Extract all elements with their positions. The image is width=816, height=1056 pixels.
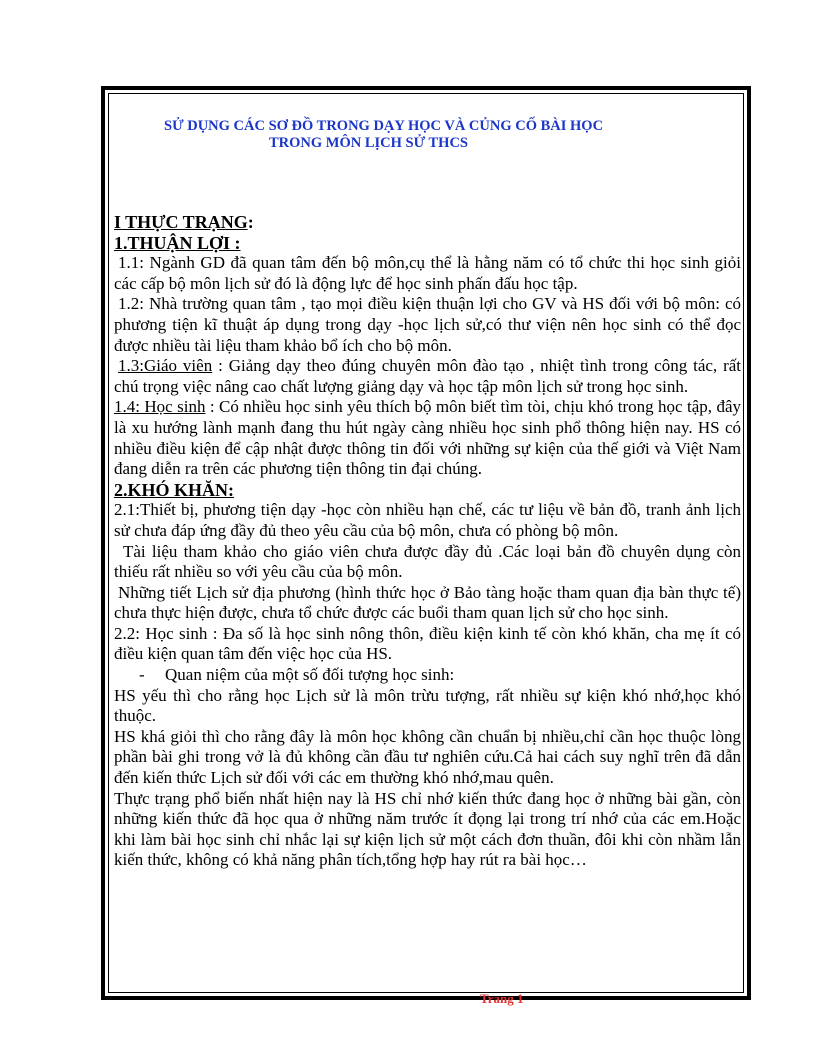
paragraph-2-5: Thực trạng phổ biến nhất hiện nay là HS chỉ nhớ kiến thức đang học ở những bài gần, còn những kiến thức đã học qua ở những năm trước ít đọng lại trong trí nhớ của các em.Hoặc khi làm bài học sinh chỉ nhắc lại sự kiện lịch sử một cách đơn thuần, đôi khi còn nhầm lẫn kiến thức, không có khả năng phân tích,tổng hợp hay rút ra bài học… [114, 788, 741, 870]
paragraph-2-1c: Những tiết Lịch sử địa phương (hình thức học ở Bảo tàng hoặc tham quan địa bàn thực tế) chưa thực hiện được, chưa tổ chức được các buổi tham quan lịch sử cho học sinh. [114, 582, 741, 623]
paragraph-1-3 [114, 356, 741, 397]
paragraph-1-4-text: : Có nhiều học sinh yêu thích bộ môn biết tìm tòi, chịu khó trong học tập, đây là xu hướng lành mạnh đang thu hút ngày càng nhiều học sinh phổ thông hiện nay. HS có nhiều điều kiện để cập nhật được thông tin đối với những sự kiện của thế giới và Việt Nam đang diễn ra trên các phương tiện thông tin đại chúng. [114, 397, 741, 479]
document-body [114, 212, 741, 871]
paragraph-2-3: HS yếu thì cho rằng học Lịch sử là môn trừu tượng, rất nhiều sự kiện khó nhớ,học khó thuộc. [114, 685, 741, 726]
subheading-difficulties: 2.KHÓ KHĂN: [114, 479, 234, 500]
paragraph-1-4 [114, 397, 741, 479]
paragraph-2-2: 2.2: Học sinh : Đa số là học sinh nông thôn, điều kiện kinh tế còn khó khăn, cha mẹ ít có điều kiện quan tâm đến việc học của HS. [114, 623, 741, 664]
bullet-text: Quan niệm của một số đối tượng học sinh: [165, 665, 455, 685]
paragraph-1-3-text: : Giảng dạy theo đúng chuyên môn đào tạo , nhiệt tình trong công tác, rất chú trọng việc nâng cao chất lượng giảng dạy và học tập môn lịch sử trong học sinh. [114, 356, 741, 396]
title-line-2: TRONG MÔN LỊCH SỬ THCS [269, 135, 468, 151]
bullet-item [114, 665, 741, 686]
paragraph-2-4: HS khá giỏi thì cho rằng đây là môn học không cần chuẩn bị nhiều,chỉ cần học thuộc lòng phần bài ghi trong vở là đủ không cần đầu tư nghiên cứu.Cả hai cách suy nghĩ trên đã dẫn đến kiến thức Lịch sử đối với các em thường khó nhớ,mau quên. [114, 726, 741, 788]
title-line-1: SỬ DỤNG CÁC SƠ ĐỒ TRONG DẠY HỌC VÀ CỦNG CỐ BÀI HỌC [164, 118, 604, 134]
subheading-advantages: 1.THUẬN LỢI : [114, 232, 241, 253]
page-number: Trang 1 [480, 991, 524, 1006]
paragraph-1-2: 1.2: Nhà trường quan tâm , tạo mọi điều kiện thuận lợi cho GV và HS đối với bộ môn: có phương tiện kĩ thuật áp dụng trong dạy -học lịch sử,có thư viện nên học sinh có thể đọc được nhiều tài liệu tham khảo bổ ích cho bộ môn. [114, 294, 741, 355]
document-title [112, 118, 740, 152]
paragraph-1-1: 1.1: Ngành GD đã quan tâm đến bộ môn,cụ thể là hằng năm có tổ chức thi học sinh giỏi các cấp bộ môn lịch sử đó là động lực để học sinh phấn đấu học tập. [114, 253, 741, 293]
bullet-dash: - [139, 665, 145, 685]
paragraph-2-1: 2.1:Thiết bị, phương tiện dạy -học còn nhiều hạn chế, các tư liệu về bản đồ, tranh ảnh lịch sử chưa đáp ứng đầy đủ theo yêu cầu của bộ môn, chưa có phòng bộ môn. [114, 500, 741, 540]
paragraph-1-4-label: 1.4: Học sinh [114, 397, 206, 417]
paragraph-1-3-label: 1.3:Giáo viên [118, 356, 213, 376]
section-heading [114, 212, 741, 233]
section-heading-colon: : [247, 212, 254, 232]
section-heading-text: I THỰC TRẠNG [114, 212, 248, 232]
paragraph-2-1b: Tài liệu tham khảo cho giáo viên chưa được đầy đủ .Các loại bản đồ chuyên dụng còn thiếu rất nhiều so với yêu cầu của bộ môn. [114, 541, 741, 582]
